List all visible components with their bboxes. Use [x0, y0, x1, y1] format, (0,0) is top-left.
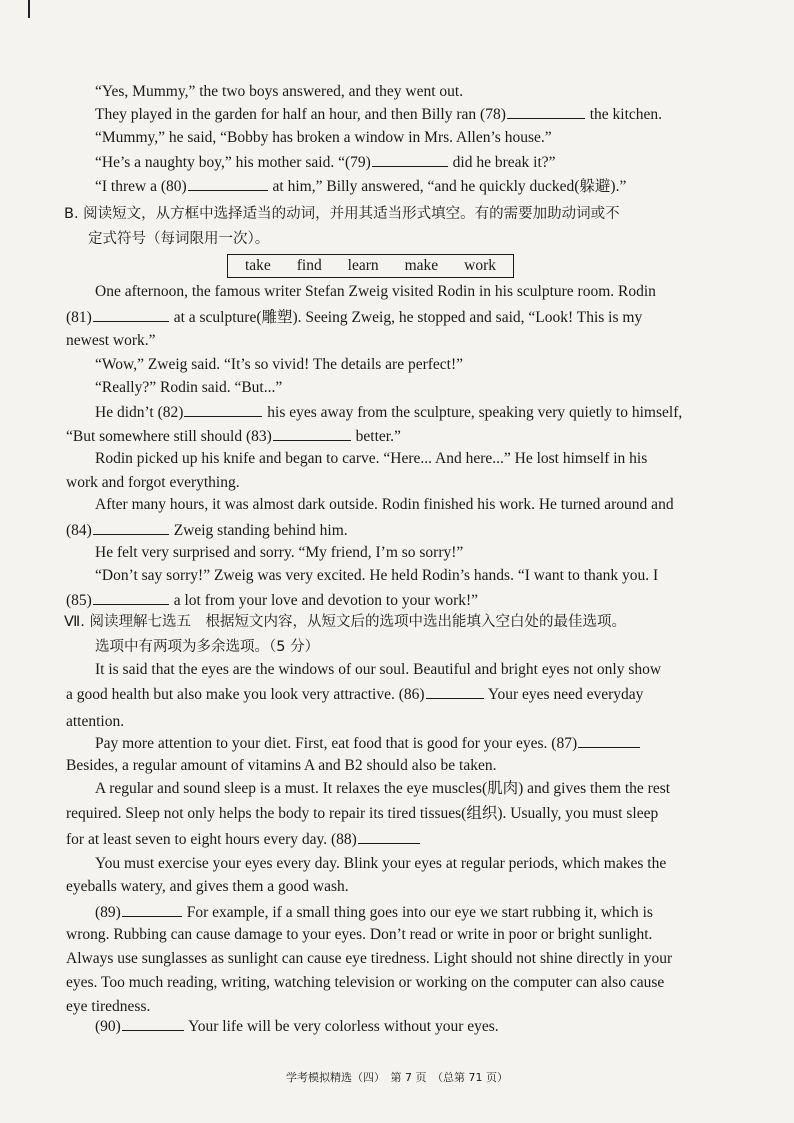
passage-b-line: He felt very surprised and sorry. “My friend, I’m so sorry!”: [95, 544, 464, 561]
passage-b-line: “Really?” Rodin said. “But...”: [95, 379, 283, 396]
passage-vii-line: attention.: [66, 713, 125, 730]
blank-82[interactable]: [184, 402, 262, 417]
passage-vii-line: A regular and sound sleep is a must. It relaxes the eye muscles(肌肉) and gives them the rest: [95, 780, 671, 797]
passage-b-line: “Don’t say sorry!” Zweig was very excited. He held Rodin’s hands. “I want to thank you. I: [95, 567, 659, 584]
word-box: [227, 254, 514, 278]
blank-86[interactable]: [426, 684, 484, 699]
word-work: work: [464, 257, 496, 274]
blank-81[interactable]: [93, 307, 169, 322]
passage-b-line: After many hours, it was almost dark outside. Rodin finished his work. He turned around and: [95, 496, 674, 513]
dialogue-line-1: “Yes, Mummy,” the two boys answered, and they went out.: [95, 83, 464, 100]
passage-b-line: Rodin picked up his knife and began to carve. “Here... And here...” He lost himself in his: [95, 450, 648, 467]
passage-b-line: (85) a lot from your love and devotion to your work!”: [66, 592, 479, 609]
dialogue-line-5: “I threw a (80) at him,” Billy answered, “and he quickly ducked(躲避).”: [95, 178, 627, 195]
word-take: take: [244, 257, 271, 274]
passage-vii-line: You must exercise your eyes every day. Blink your eyes at regular periods, which makes the: [95, 855, 667, 872]
passage-b-line: “But somewhere still should (83) better.”: [66, 428, 401, 445]
blank-79[interactable]: [372, 152, 448, 167]
passage-vii-line: (90) Your life will be very colorless without your eyes.: [95, 1018, 499, 1035]
passage-vii-line: for at least seven to eight hours every day. (88): [66, 829, 421, 850]
passage-vii-line: (89) For example, if a small thing goes into our eye we start rubbing it, which is: [95, 904, 653, 921]
section-b-instruction-cont: 定式符号（每词限用一次）。: [88, 231, 270, 247]
blank-85[interactable]: [93, 590, 169, 605]
passage-b-line: work and forgot everything.: [66, 474, 240, 491]
blank-88[interactable]: [358, 829, 420, 844]
passage-vii-line: required. Sleep not only helps the body to repair its tired tissues(组织). Usually, you must sleep: [66, 805, 659, 822]
passage-b-line: One afternoon, the famous writer Stefan Zweig visited Rodin in his sculpture room. Rodin: [95, 283, 656, 300]
passage-vii-line: Besides, a regular amount of vitamins A and B2 should also be taken.: [66, 757, 497, 774]
passage-b-line: newest work.”: [66, 332, 156, 349]
passage-vii-line: wrong. Rubbing can cause damage to your eyes. Don’t read or write in poor or bright sunlight.: [66, 926, 653, 943]
dialogue-line-3: “Mummy,” he said, “Bobby has broken a window in Mrs. Allen’s house.”: [95, 129, 552, 146]
margin-mark: [28, 0, 30, 18]
passage-b-line: (81) at a sculpture(雕塑). Seeing Zweig, he stopped and said, “Look! This is my: [66, 309, 643, 326]
dialogue-line-2: They played in the garden for half an hour, and then Billy ran (78) the kitchen.: [95, 106, 663, 123]
blank-78[interactable]: [507, 104, 585, 119]
passage-b-line: He didn’t (82) his eyes away from the sculpture, speaking very quietly to himself,: [95, 404, 683, 421]
passage-vii-line: eyes. Too much reading, writing, watching television or working on the computer can also cause: [66, 974, 665, 991]
page-footer: 学考模拟精选（四） 第 7 页 （总第 71 页）: [286, 1071, 508, 1084]
blank-87[interactable]: [578, 733, 640, 748]
blank-89[interactable]: [122, 902, 182, 917]
passage-b-line: “Wow,” Zweig said. “It’s so vivid! The details are perfect!”: [95, 356, 464, 373]
blank-83[interactable]: [273, 426, 351, 441]
blank-80[interactable]: [188, 176, 268, 191]
section-vii-instruction-cont: 选项中有两项为多余选项。（5 分）: [95, 639, 320, 655]
passage-vii-line: Pay more attention to your diet. First, eat food that is good for your eyes. (87): [95, 733, 641, 754]
word-make: make: [404, 257, 439, 274]
word-learn: learn: [347, 257, 379, 274]
passage-vii-line: Always use sunglasses as sunlight can cause eye tiredness. Light should not shine directly in your: [66, 950, 673, 967]
passage-b-line: (84) Zweig standing behind him.: [66, 522, 348, 539]
section-b-instruction: B. 阅读短文，从方框中选择适当的动词，并用其适当形式填空。有的需要加助动词或不: [64, 206, 620, 222]
blank-84[interactable]: [93, 520, 169, 535]
passage-vii-line: eye tiredness.: [66, 998, 151, 1015]
word-find: find: [296, 257, 322, 274]
passage-vii-line: It is said that the eyes are the windows of our soul. Beautiful and bright eyes not only show: [95, 661, 662, 678]
blank-90[interactable]: [122, 1016, 184, 1031]
section-vii-instruction: Ⅶ. 阅读理解七选五 根据短文内容，从短文后的选项中选出能填入空白处的最佳选项。: [64, 614, 626, 630]
dialogue-line-4: “He’s a naughty boy,” his mother said. “(79) did he break it?”: [95, 154, 556, 171]
passage-vii-line: eyeballs watery, and gives them a good wash.: [66, 878, 349, 895]
passage-vii-line: a good health but also make you look very attractive. (86) Your eyes need everyday: [66, 686, 644, 703]
